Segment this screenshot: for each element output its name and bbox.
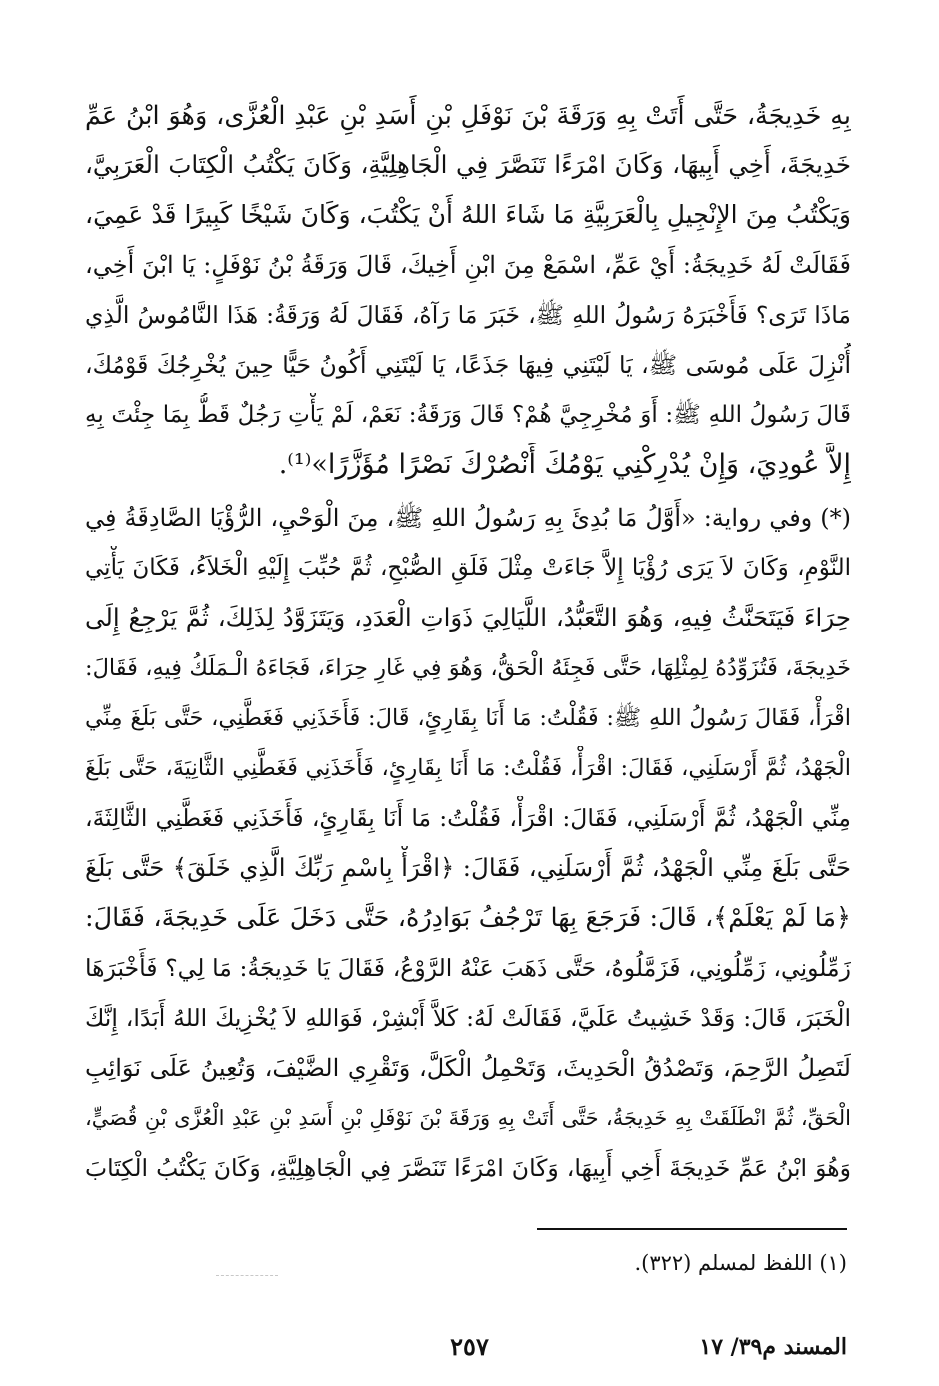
footnote: (١) اللفظ لمسلم (٣٢٢). <box>634 1251 847 1275</box>
body-line-5: مَاذَا تَرَى؟ فَأَخْبَرَهُ رَسُولُ اللهِ ﷺ، خَبَرَ مَا رَآهُ، فَقَالَ لَهُ وَرَقَةُ: هَذَا النَّامُوسُ الَّذِي <box>85 301 851 329</box>
body-line-4: فَقَالَتْ لَهُ خَدِيجَةُ: أَيْ عَمِّ، اسْمَعْ مِنَ ابْنِ أَخِيكَ، قَالَ وَرَقَةُ بْنُ نَوْفَلٍ: يَا ابْنَ أَخِي، <box>85 251 851 279</box>
body-line-8: إِلاَّ عُودِيَ، وَإِنْ يُدْرِكْنِي يَوْمُكَ أَنْصُرْكَ نَصْرًا مُؤَزَّرًا»⁽¹⁾. <box>278 449 851 480</box>
body-line-15: مِنِّي الْجَهْدُ، ثُمَّ أَرْسَلَنِي، فَقَالَ: اقْرَأْ، فَقُلْتُ: مَا أَنَا بِقَارِئٍ، فَأَخَذَنِي فَغَطَّنِي الثَّالِثَةَ، <box>85 804 851 832</box>
body-line-9: (*) وفي رواية: «أَوَّلُ مَا بُدِئَ بِهِ رَسُولُ اللهِ ﷺ، مِنَ الْوَحْيِ، الرُّؤْيَا الصَّادِقَةُ فِي <box>85 504 851 532</box>
body-line-18: زَمِّلُونِي، زَمِّلُونِي، فَزَمَّلُوهُ، حَتَّى ذَهَبَ عَنْهُ الرَّوْعُ، فَقَالَ يَا خَدِيجَةُ: مَا لِي؟ فَأَخْبَرَهَا <box>85 954 851 982</box>
body-line-17: ﴿مَا لَمْ يَعْلَمْ﴾، قَالَ: فَرَجَعَ بِهَا تَرْجُفُ بَوَادِرُهُ، حَتَّى دَخَلَ عَلَى خَدِيجَةَ، فَقَالَ: <box>85 903 851 933</box>
body-line-12: خَدِيجَةَ، فَتُزَوِّدُهُ لِمِثْلِهَا، حَتَّى فَجِئَهُ الْحَقُّ، وَهُوَ فِي غَارِ حِرَاءَ، فَجَاءَهُ الْـمَلَكُ فِيهِ، فَقَالَ: <box>85 655 851 681</box>
body-line-19: الْخَبَرَ، قَالَ: وَقَدْ خَشِيتُ عَلَيَّ، فَقَالَتْ لَهُ: كَلاَّ أَبْشِرْ، فَوَاللهِ لاَ يُخْزِيكَ اللهُ أَبَدًا، إِنَّكَ <box>85 1004 851 1032</box>
body-line-2: خَدِيجَةَ، أَخِي أَبِيهَا، وَكَانَ امْرَءًا تَنَصَّرَ فِي الْجَاهِلِيَّةِ، وَكَانَ يَكْتُبُ الْكِتَابَ الْعَرَبِيَّ، <box>85 150 851 179</box>
page-number: ٢٥٧ <box>450 1332 489 1361</box>
body-line-16: حَتَّى بَلَغَ مِنِّي الْجَهْدُ، ثُمَّ أَرْسَلَنِي، فَقَالَ: ﴿اقْرَأْ بِاسْمِ رَبِّكَ الَّذِي خَلَقَ﴾ حَتَّى بَلَغَ <box>85 853 851 882</box>
body-line-20: لَتَصِلُ الرَّحِمَ، وَتَصْدُقُ الْحَدِيثَ، وَتَحْمِلُ الْكَلَّ، وَتَقْرِي الضَّيْفَ، وَتُعِينُ عَلَى نَوَائِبِ <box>85 1054 851 1082</box>
body-line-11: حِرَاءَ فَيَتَحَنَّثُ فِيهِ، وَهُوَ التَّعَبُّدُ، اللَّيَالِيَ ذَوَاتِ الْعَدَدِ، وَيَتَزَوَّدُ لِذَلِكَ، ثُمَّ يَرْجِعُ إِلَى <box>85 603 851 632</box>
scan-mark <box>216 1275 278 1276</box>
body-line-21: الْحَقِّ، ثُمَّ انْطَلَقَتْ بِهِ خَدِيجَةُ، حَتَّى أَتَتْ بِهِ وَرَقَةَ بْنَ نَوْفَلِ بْنِ أَسَدِ بْنِ عَبْدِ الْعُزَّى بْنِ قُصَيٍّ، <box>85 1106 851 1130</box>
body-line-22: وَهُوَ ابْنُ عَمِّ خَدِيجَةَ أَخِي أَبِيهَا، وَكَانَ امْرَءًا تَنَصَّرَ فِي الْجَاهِلِيَّةِ، وَكَانَ يَكْتُبُ الْكِتَابَ <box>85 1154 851 1182</box>
body-line-10: النَّوْمِ، وَكَانَ لاَ يَرَى رُؤْيَا إِلاَّ جَاءَتْ مِثْلَ فَلَقِ الصُّبْحِ، ثُمَّ حُبِّبَ إِلَيْهِ الْخَلاَءُ، فَكَانَ يَأْتِي <box>85 555 851 581</box>
body-line-7: قَالَ رَسُولُ اللهِ ﷺ: أَوَ مُخْرِجِيَّ هُمْ؟ قَالَ وَرَقَةُ: نَعَمْ، لَمْ يَأْتِ رَجُلٌ قَطُّ بِمَا جِئْتَ بِهِ <box>85 402 851 428</box>
body-line-1: بِهِ خَدِيجَةُ، حَتَّى أَتَتْ بِهِ وَرَقَةَ بْنَ نَوْفَلِ بْنِ أَسَدِ بْنِ عَبْدِ الْعُزَّى، وَهُوَ ابْنُ عَمِّ <box>85 101 851 131</box>
printer-signature: المسند م٣٩/ ١٧ <box>699 1334 847 1360</box>
body-line-6: أُنْزِلَ عَلَى مُوسَى ﷺ، يَا لَيْتَنِي فِيهَا جَذَعًا، يَا لَيْتَنِي أَكُونُ حَيًّا حِينَ يُخْرِجُكَ قَوْمُكَ، <box>85 351 851 379</box>
body-line-14: الْجَهْدُ، ثُمَّ أَرْسَلَنِي، فَقَالَ: اقْرَأْ، فَقُلْتُ: مَا أَنَا بِقَارِئٍ، فَأَخَذَنِي فَغَطَّنِي الثَّانِيَةَ، حَتَّى بَلَغَ <box>85 755 851 781</box>
body-line-3: وَيَكْتُبُ مِنَ الإِنْجِيلِ بِالْعَرَبِيَّةِ مَا شَاءَ اللهُ أَنْ يَكْتُبَ، وَكَانَ شَيْخًا كَبِيرًا قَدْ عَمِيَ، <box>85 200 851 229</box>
body-line-13: اقْرَأْ، فَقَالَ رَسُولُ اللهِ ﷺ: فَقُلْتُ: مَا أَنَا بِقَارِئٍ، قَالَ: فَأَخَذَنِي فَغَطَّنِي، حَتَّى بَلَغَ مِنِّي <box>85 705 851 731</box>
footnote-divider <box>537 1228 847 1230</box>
